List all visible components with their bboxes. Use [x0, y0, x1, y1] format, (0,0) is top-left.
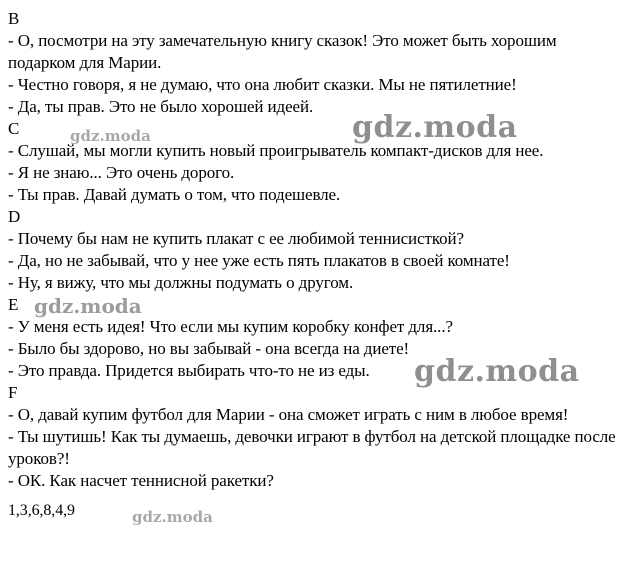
document-body [8, 8, 628, 522]
section-label-e: E [8, 295, 19, 314]
dialogue-line: - ОК. Как насчет теннисной ракетки? [8, 471, 274, 490]
dialogue-line: - Да, ты прав. Это не было хорошей идеей. [8, 97, 314, 116]
section-label-f: F [8, 383, 18, 402]
watermark: gdz.moda [132, 508, 213, 526]
dialogue-line: - У меня есть идея! Что если мы купим коробку конфет для...? [8, 317, 453, 336]
dialogue-line: - Честно говоря, я не думаю, что она любит сказки. Мы не пятилетние! [8, 75, 517, 94]
section-label-b: B [8, 9, 20, 28]
section-label-d: D [8, 207, 21, 226]
dialogue-line: - Ты шутишь! Как ты думаешь, девочки играют в футбол на детской площадке после уроков?! [8, 427, 616, 468]
watermark: gdz.moda [70, 127, 151, 145]
dialogue-line: - Почему бы нам не купить плакат с ее любимой теннисисткой? [8, 229, 464, 248]
watermark: gdz.moda [34, 294, 142, 318]
watermark: gdz.moda [352, 110, 518, 145]
dialogue-line: - Я не знаю... Это очень дорого. [8, 163, 235, 182]
watermark: gdz.moda [414, 354, 580, 389]
dialogue-line: - Было бы здорово, но вы забывай - она всегда на диете! [8, 339, 410, 358]
dialogue-line: - Ну, я вижу, что мы должны подумать о другом. [8, 273, 354, 292]
answer-sequence: 1,3,6,8,4,9 [8, 502, 75, 519]
dialogue-line: - Ты прав. Давай думать о том, что подешевле. [8, 185, 341, 204]
dialogue-line: - Да, но не забывай, что у нее уже есть пять плакатов в своей комнате! [8, 251, 510, 270]
dialogue-line: - Это правда. Придется выбирать что-то не из еды. [8, 361, 370, 380]
dialogue-line: - Слушай, мы могли купить новый проигрыватель компакт-дисков для нее. [8, 141, 544, 160]
dialogue-line: - О, посмотри на эту замечательную книгу сказок! Это может быть хорошим подарком для Марии. [8, 31, 557, 72]
section-label-c: C [8, 119, 20, 138]
dialogue-line: - О, давай купим футбол для Марии - она сможет играть с ним в любое время! [8, 405, 569, 424]
